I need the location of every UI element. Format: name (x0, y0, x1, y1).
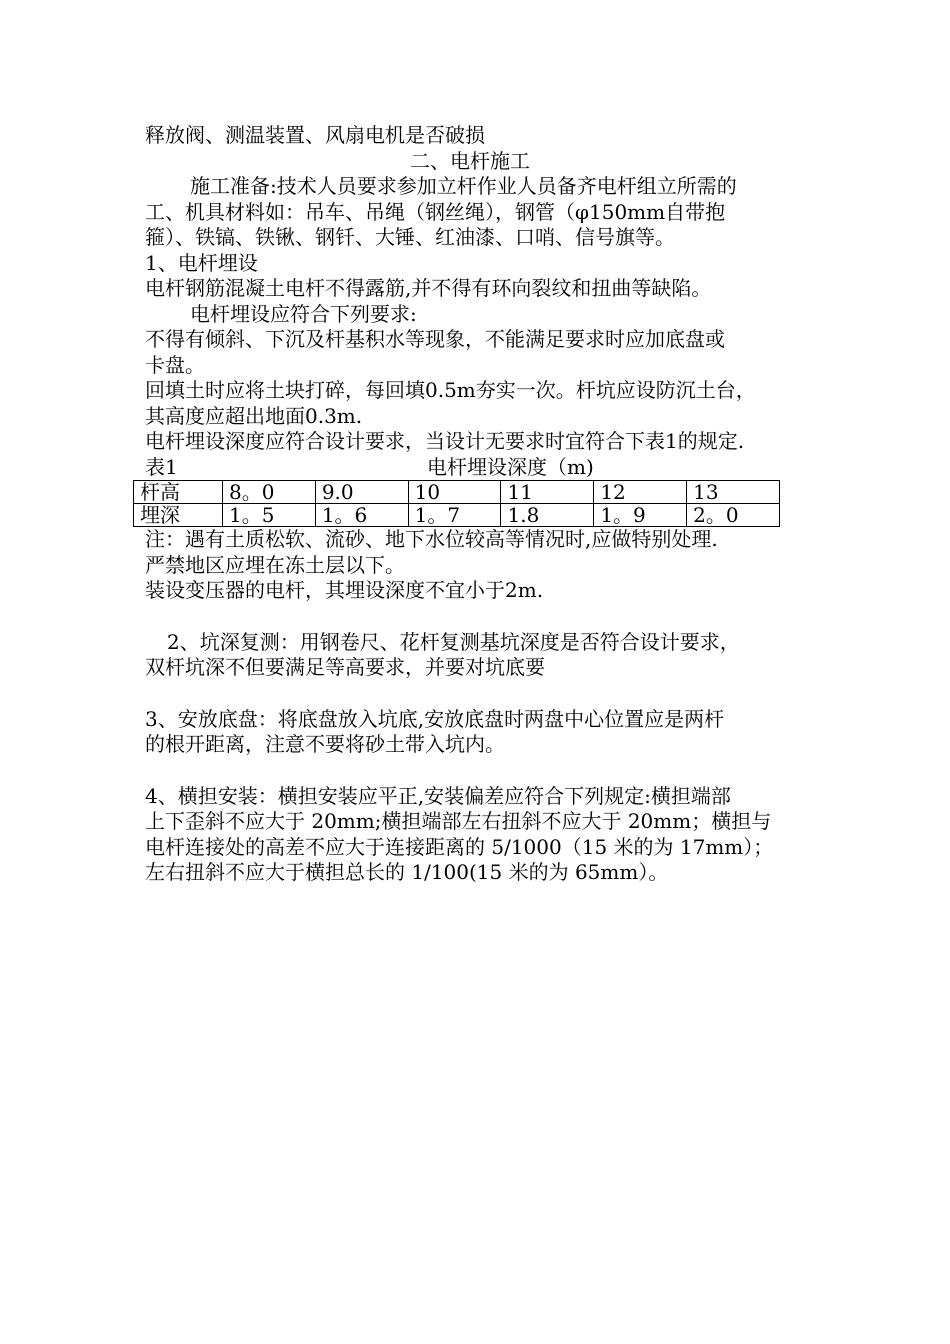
table-cell: 1。5 (223, 504, 316, 527)
paragraph-line: 2、坑深复测：用钢卷尺、花杆复测基坑深度是否符合设计要求， (167, 629, 740, 654)
paragraph-line: 电杆连接处的高差不应大于连接距离的 5/1000（15 米的为 17mm）； (145, 834, 774, 859)
table-row (134, 504, 780, 527)
table-cell: 11 (501, 481, 594, 504)
table-cell: 1。7 (408, 504, 501, 527)
paragraph-line: 施工准备:技术人员要求参加立杆作业人员备齐电杆组立所需的 (190, 174, 737, 198)
table-cell: 2。0 (687, 504, 780, 527)
table-cell: 1.8 (501, 504, 594, 527)
table-cell: 8。0 (223, 481, 316, 504)
table-cell: 13 (687, 481, 780, 504)
paragraph-line: 回填土时应将土块打碎，每回填0.5m夯实一次。杆坑应设防沉土台， (145, 378, 756, 402)
table-title (145, 455, 815, 481)
paragraph-line: 工、机具材料如：吊车、吊绳（钢丝绳），钢管（φ150mm自带抱 (145, 199, 726, 224)
paragraph-line: 箍）、铁镐、铁锹、钢钎、大锤、红油漆、口哨、信号旗等。 (145, 225, 675, 249)
table-label: 表1 (145, 454, 178, 479)
paragraph-line: 左右扭斜不应大于横担总长的 1/100(15 米的为 65mm）。 (145, 860, 669, 884)
table-cell: 杆高 (134, 481, 223, 504)
note-line: 装设变压器的电杆，其埋设深度不宜小于2m. (145, 578, 544, 602)
table-row (134, 481, 780, 504)
subsection-title: 1、电杆埋设 (145, 250, 258, 275)
table-caption: 电杆埋设深度（m) (427, 454, 594, 479)
paragraph-gap (145, 758, 815, 784)
table-cell: 9.0 (315, 481, 408, 504)
paragraph-line: 电杆钢筋混凝土电杆不得露筋,并不得有环向裂纹和扭曲等缺陷。 (145, 276, 712, 300)
paragraph-line: 卡盘。 (145, 352, 205, 377)
paragraph-gap (145, 681, 815, 707)
paragraph-line: 其高度应超出地面0.3m. (145, 403, 363, 428)
table-cell: 埋深 (134, 504, 223, 527)
paragraph-line: 电杆埋设深度应符合设计要求，当设计无要求时宜符合下表1的规定. (145, 429, 745, 453)
paragraph-line: 4、横担安装：横担安装应平正,安装偏差应符合下列规定:横担端部 (145, 783, 731, 808)
paragraph-line: 双杆坑深不但要满足等高要求，并要对坑底要 (145, 655, 545, 679)
paragraph-gap (145, 604, 815, 630)
paragraph-line: 释放阀、测温装置、风扇电机是否破损 (145, 123, 485, 147)
paragraph-line: 电杆埋设应符合下列要求: (190, 301, 417, 326)
paragraph-line: 的根开距离，注意不要将砂土带入坑内。 (145, 732, 505, 756)
section-title: 二、电杆施工 (410, 148, 530, 173)
table-cell: 1。9 (594, 504, 687, 527)
table-cell: 1。6 (315, 504, 408, 527)
note-line: 严禁地区应埋在冻土层以下。 (145, 552, 405, 577)
paragraph-line: 3、安放底盘：将底盘放入坑底,安放底盘时两盘中心位置应是两杆 (145, 706, 725, 731)
table-cell: 12 (594, 481, 687, 504)
depth-table (133, 480, 780, 527)
note-line: 注：遇有土质松软、流砂、地下水位较高等情况时,应做特别处理. (145, 527, 718, 551)
document-body (140, 123, 815, 886)
table-cell: 10 (408, 481, 501, 504)
paragraph-line: 不得有倾斜、下沉及杆基积水等现象，不能满足要求时应加底盘或 (145, 327, 725, 351)
paragraph-line: 上下歪斜不应大于 20mm;横担端部左右扭斜不应大于 20mm；横担与 (145, 809, 772, 833)
